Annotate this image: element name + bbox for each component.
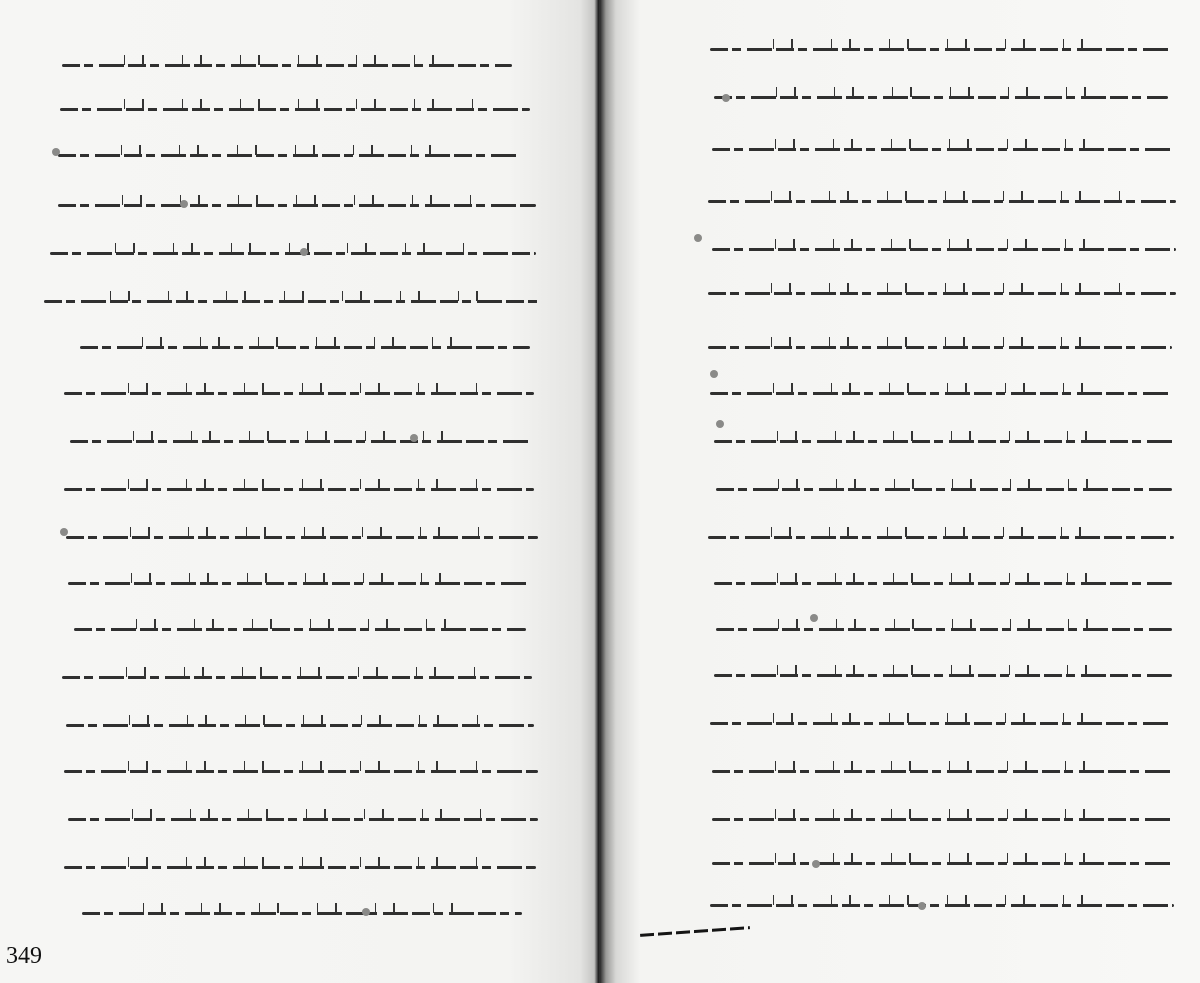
left-page-text-block bbox=[0, 0, 598, 983]
right-page-text-block bbox=[600, 0, 1200, 983]
punctuation-dot bbox=[810, 614, 818, 622]
text-line bbox=[714, 440, 1174, 443]
punctuation-dot bbox=[180, 200, 188, 208]
text-line bbox=[64, 770, 538, 773]
punctuation-dot bbox=[410, 434, 418, 442]
text-line bbox=[62, 64, 512, 67]
punctuation-dot bbox=[694, 234, 702, 242]
text-line bbox=[74, 628, 526, 631]
text-line bbox=[708, 536, 1174, 539]
text-line bbox=[50, 252, 536, 255]
text-line bbox=[62, 676, 532, 679]
punctuation-dot bbox=[362, 908, 370, 916]
punctuation-dot bbox=[722, 94, 730, 102]
text-line bbox=[714, 96, 1168, 99]
page-number: 349 bbox=[6, 943, 42, 969]
text-line bbox=[68, 582, 528, 585]
text-line bbox=[710, 722, 1172, 725]
text-line bbox=[710, 904, 1174, 907]
text-line bbox=[712, 862, 1174, 865]
text-line bbox=[58, 154, 520, 157]
text-line bbox=[710, 392, 1172, 395]
right-page bbox=[600, 0, 1200, 983]
text-line bbox=[66, 724, 534, 727]
punctuation-dot bbox=[710, 370, 718, 378]
text-line bbox=[712, 248, 1176, 251]
text-line bbox=[714, 582, 1172, 585]
text-line bbox=[44, 300, 538, 303]
punctuation-dot bbox=[812, 860, 820, 868]
text-line bbox=[68, 818, 538, 821]
punctuation-dot bbox=[60, 528, 68, 536]
punctuation-dot bbox=[300, 248, 308, 256]
text-line bbox=[82, 912, 522, 915]
punctuation-dot bbox=[918, 902, 926, 910]
text-line bbox=[64, 488, 534, 491]
text-line bbox=[60, 108, 530, 111]
text-line bbox=[708, 292, 1176, 295]
text-line bbox=[64, 392, 534, 395]
left-page bbox=[0, 0, 598, 983]
text-line bbox=[708, 346, 1172, 349]
text-line bbox=[716, 488, 1172, 491]
punctuation-dot bbox=[716, 420, 724, 428]
text-line bbox=[58, 204, 536, 207]
punctuation-dot bbox=[52, 148, 60, 156]
text-line bbox=[712, 148, 1174, 151]
text-line bbox=[712, 818, 1174, 821]
text-line bbox=[708, 200, 1176, 203]
text-line bbox=[64, 866, 536, 869]
text-line bbox=[66, 536, 538, 539]
text-line bbox=[710, 48, 1172, 51]
text-line bbox=[70, 440, 532, 443]
text-line bbox=[712, 770, 1172, 773]
text-line bbox=[716, 628, 1172, 631]
text-line bbox=[80, 346, 530, 349]
text-line bbox=[714, 674, 1172, 677]
